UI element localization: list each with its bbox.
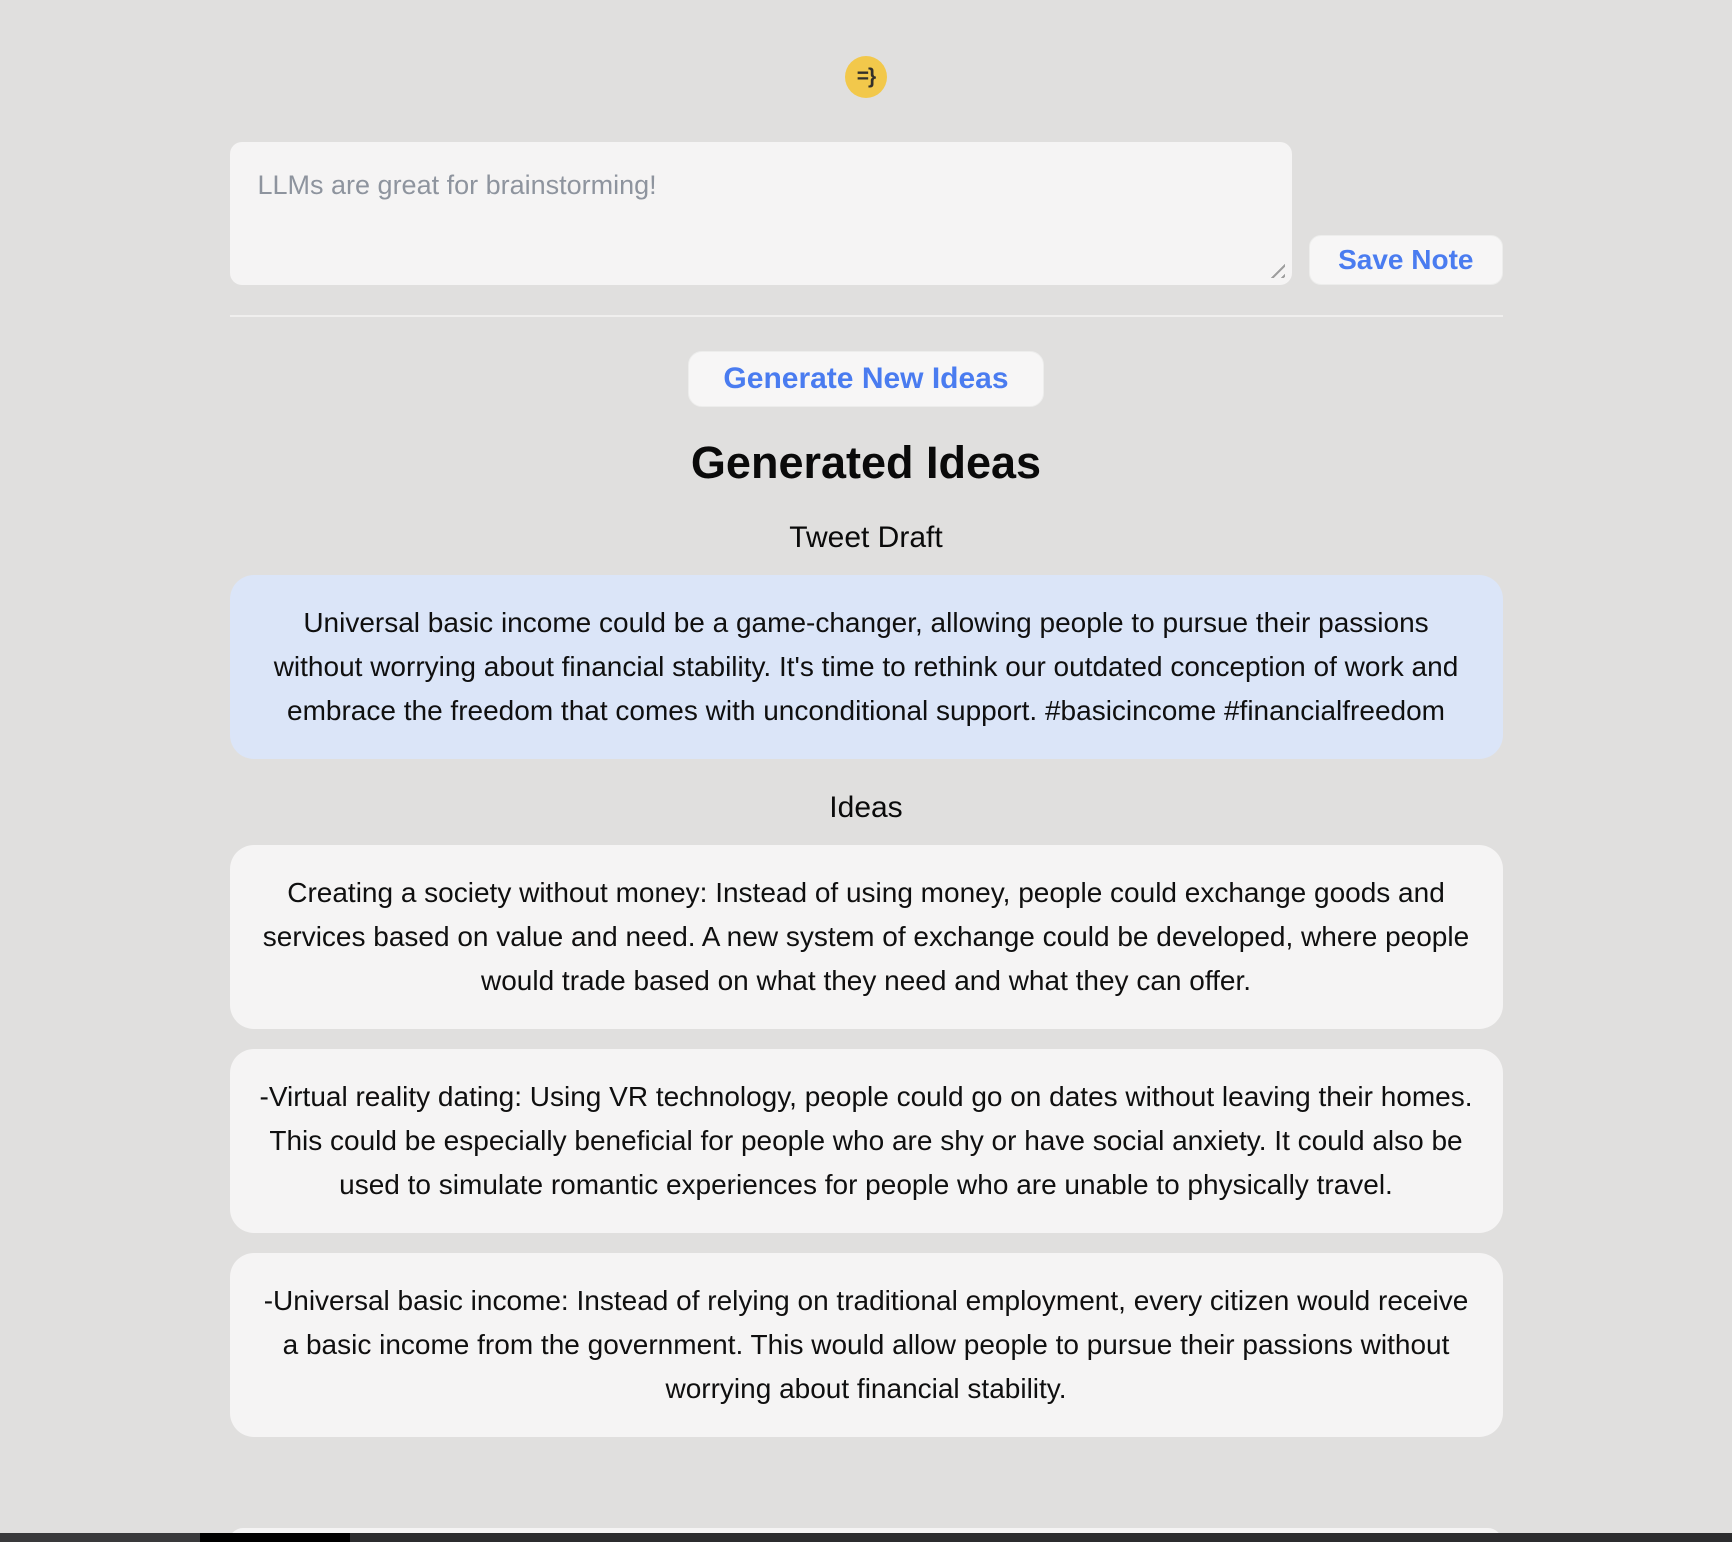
- note-form: [230, 142, 1503, 285]
- section-divider: [230, 315, 1503, 317]
- tweet-draft-card: Universal basic income could be a game-changer, allowing people to pursue their passions without worrying about financial stability. It's time to rethink our outdated conception of work and embrace the freedom that comes with unconditional support. #basicincome #financialfreedom: [230, 575, 1503, 759]
- bottom-bar-black-segment: [200, 1533, 350, 1542]
- main-container: [230, 56, 1503, 1437]
- ideas-label: Ideas: [829, 791, 903, 824]
- bottom-bar: [0, 1533, 1732, 1542]
- bottom-bar-dim-segment: [0, 1533, 200, 1542]
- tweet-draft-label: Tweet Draft: [789, 521, 943, 554]
- idea-card: -Universal basic income: Instead of relying on traditional employment, every citizen would receive a basic income from the government. This would allow people to pursue their passions without worrying about financial stability.: [230, 1253, 1503, 1437]
- note-input-wrapper: [230, 142, 1293, 285]
- smiley-logo-icon: =}: [845, 56, 887, 98]
- generate-ideas-button[interactable]: Generate New Ideas: [688, 351, 1043, 407]
- save-note-button[interactable]: Save Note: [1309, 235, 1502, 285]
- note-input[interactable]: [230, 142, 1293, 285]
- idea-card: Creating a society without money: Instead of using money, people could exchange goods and services based on value and need. A new system of exchange could be developed, where people would trade based on what they need and what they can offer.: [230, 845, 1503, 1029]
- page-title: Generated Ideas: [690, 437, 1042, 488]
- idea-card: -Virtual reality dating: Using VR technology, people could go on dates without leaving their homes. This could be especially beneficial for people who are shy or have social anxiety. It could also be used to simulate romantic experiences for people who are unable to physically travel.: [230, 1049, 1503, 1233]
